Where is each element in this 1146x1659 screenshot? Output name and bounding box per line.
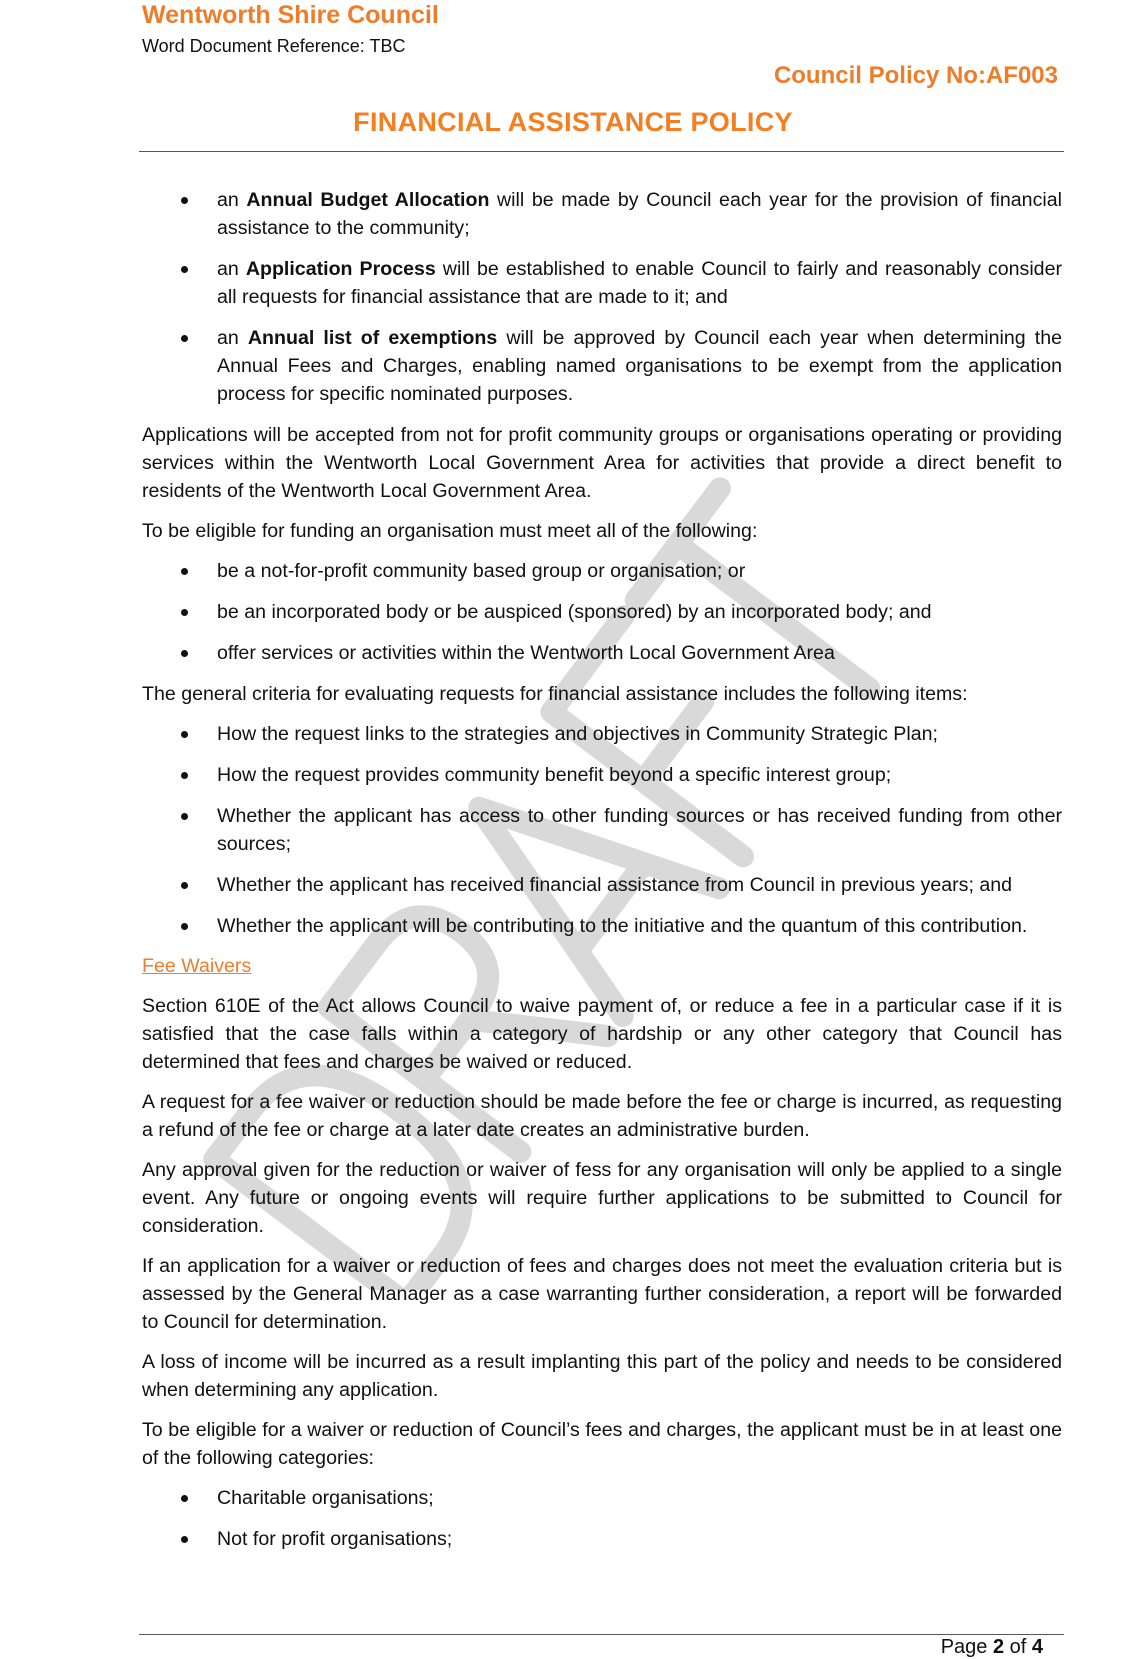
policy-number: Council Policy No:AF003	[773, 62, 1058, 89]
criteria-list	[142, 720, 1062, 940]
organisation-name: Wentworth Shire Council	[142, 1, 439, 29]
list-item: an Annual Budget Allocation will be made by Council each year for the provision of financial assistance to the community;	[142, 186, 1062, 242]
paragraph-applications: Applications will be accepted from not for profit community groups or organisations operating or providing services within the Wentworth Local Government Area for activities that provide a direct benefit to residents of the Wentworth Local Government Area.	[142, 424, 1062, 502]
policy-components-list	[142, 186, 1062, 408]
list-item: offer services or activities within the Wentworth Local Government Area	[142, 639, 1062, 667]
paragraph-loss-of-income: A loss of income will be incurred as a result implanting this part of the policy and needs to be considered when determining any application.	[142, 1351, 1062, 1401]
list-item: be a not-for-profit community based group or organisation; or	[142, 557, 1062, 585]
paragraph-approval: Any approval given for the reduction or waiver of fess for any organisation will only be applied to a single event. Any future or ongoing events will require further applications to be submitted to Council for consideration.	[142, 1159, 1062, 1237]
paragraph-request: A request for a fee waiver or reduction should be made before the fee or charge is incurred, as requesting a refund of the fee or charge at a later date creates an administrative burden.	[142, 1091, 1062, 1141]
list-item: How the request links to the strategies and objectives in Community Strategic Plan;	[142, 720, 1062, 748]
fee-waivers-heading[interactable]: Fee Waivers	[142, 955, 252, 977]
policy-body	[142, 186, 1062, 1566]
eligibility-list	[142, 557, 1062, 667]
page-number: Page 2 of 4	[940, 1636, 1043, 1658]
list-item: Whether the applicant has access to other funding sources or has received funding from other sources;	[142, 802, 1062, 858]
list-item: Whether the applicant has received financial assistance from Council in previous years; and	[142, 871, 1062, 899]
list-item: Not for profit organisations;	[142, 1525, 1062, 1553]
list-item: an Application Process will be established to enable Council to fairly and reasonably consider all requests for financial assistance that are made to it; and	[142, 255, 1062, 311]
paragraph-eligibility: To be eligible for funding an organisation must meet all of the following:	[142, 520, 758, 542]
list-item: Charitable organisations;	[142, 1484, 1062, 1512]
list-item: an Annual list of exemptions will be approved by Council each year when determining the Annual Fees and Charges, enabling named organisations to be exempt from the application process for specific nominated purposes.	[142, 324, 1062, 408]
paragraph-waiver-eligibility: To be eligible for a waiver or reduction of Council’s fees and charges, the applicant must be in at least one of the following categories:	[142, 1419, 1062, 1469]
header-rule	[139, 151, 1064, 152]
waiver-categories-list	[142, 1484, 1062, 1553]
paragraph-criteria: The general criteria for evaluating requests for financial assistance includes the following items:	[142, 683, 968, 705]
document-reference: Word Document Reference: TBC	[142, 36, 406, 56]
list-item: be an incorporated body or be auspiced (sponsored) by an incorporated body; and	[142, 598, 1062, 626]
list-item: Whether the applicant will be contributing to the initiative and the quantum of this contribution.	[142, 912, 1062, 940]
paragraph-if-application: If an application for a waiver or reduction of fees and charges does not meet the evaluation criteria but is assessed by the General Manager as a case warranting further consideration, a report will be forwarded to Council for determination.	[142, 1255, 1062, 1333]
footer-rule	[139, 1634, 1064, 1635]
policy-title: FINANCIAL ASSISTANCE POLICY	[353, 107, 793, 137]
paragraph-section-610e: Section 610E of the Act allows Council to waive payment of, or reduce a fee in a particular case if it is satisfied that the case falls within a category of hardship or any other category that Council has determined that fees and charges be waived or reduced.	[142, 995, 1062, 1073]
list-item: How the request provides community benefit beyond a specific interest group;	[142, 761, 1062, 789]
